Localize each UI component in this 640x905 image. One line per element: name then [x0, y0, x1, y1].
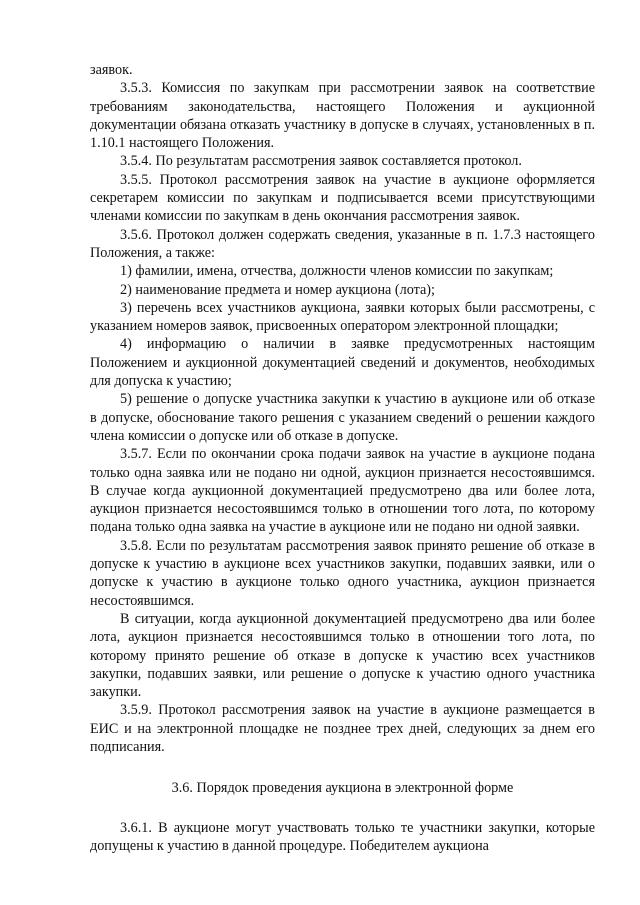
clause-3-5-5: 3.5.5. Протокол рассмотрения заявок на участие в аукционе оформляется секретарем комиссии по закупкам и подписывается всеми присутствующими членами комиссии по закупкам в день окончания рассмотрения заявок.	[90, 171, 595, 225]
list-item-4: 4) информацию о наличии в заявке предусмотренных настоящим Положением и аукционной документацией сведений и документов, необходимых для допуска к участию;	[90, 336, 595, 390]
section-heading: 3.6. Порядок проведения аукциона в электронной форме	[171, 780, 514, 797]
clause-3-5-4: 3.5.4. По результатам рассмотрения заявок составляется протокол.	[120, 153, 522, 170]
clause-3-5-6: 3.5.6. Протокол должен содержать сведения, указанные в п. 1.7.3 настоящего Положения, а также:	[90, 226, 595, 261]
clause-3-5-9: 3.5.9. Протокол рассмотрения заявок на участие в аукционе размещается в ЕИС и на электронной площадке не позднее трех дней, следующих за днем его подписания.	[90, 702, 595, 755]
clause-3-5-7: 3.5.7. Если по окончании срока подачи заявок на участие в аукционе подана только одна заявка или не подано ни одной, аукцион признается несостоявшимся. В случае когда аукционной документацией предусмотрено два или более лота, аукцион признается несостоявшимся только в отношении того лота, по которому подана только одна заявка на участие в аукционе или не подано ни одной заявки.	[90, 446, 595, 536]
list-item-2: 2) наименование предмета и номер аукциона (лота);	[120, 281, 435, 298]
list-item-5: 5) решение о допуске участника закупки к участию в аукционе или об отказе в допуске, обоснование такого решения с указанием сведений о решении каждого члена комиссии о допуске или об отказе в допуске.	[90, 391, 595, 444]
continuation-text: заявок.	[90, 62, 133, 78]
clause-3-6-1: 3.6.1. В аукционе могут участвовать только те участники закупки, которые допущены к участию в данной процедуре. Победителем аукциона	[90, 819, 595, 854]
list-item-1: 1) фамилии, имена, отчества, должности членов комиссии по закупкам;	[120, 263, 554, 280]
clause-3-5-3: 3.5.3. Комиссия по закупкам при рассмотрении заявок на соответствие требованиям законодательства, настоящего Положения и аукционной документации обязана отказать участнику в допуске в случаях, установленных в п. 1.10.1 настоящего Положения.	[90, 80, 595, 152]
text-column	[90, 61, 595, 855]
clause-3-5-8: 3.5.8. Если по результатам рассмотрения заявок принято решение об отказе в допуске к участию в аукционе всех участников закупки, подавших заявки, или о допуске к участию в аукционе только одного участника, аукцион признается несостоявшимся.	[90, 537, 595, 609]
list-item-3: 3) перечень всех участников аукциона, заявки которых были рассмотрены, с указанием номеров заявок, присвоенных оператором электронной площадки;	[90, 299, 595, 335]
clause-3-5-8-continued: В ситуации, когда аукционной документацией предусмотрено два или более лота, аукцион признается несостоявшимся только в отношении того лота, по которому принято решение об отказе в допуске к участию всех участников закупки, подавших заявки, или решение о допуске к участию одного участника закупки.	[90, 610, 595, 701]
